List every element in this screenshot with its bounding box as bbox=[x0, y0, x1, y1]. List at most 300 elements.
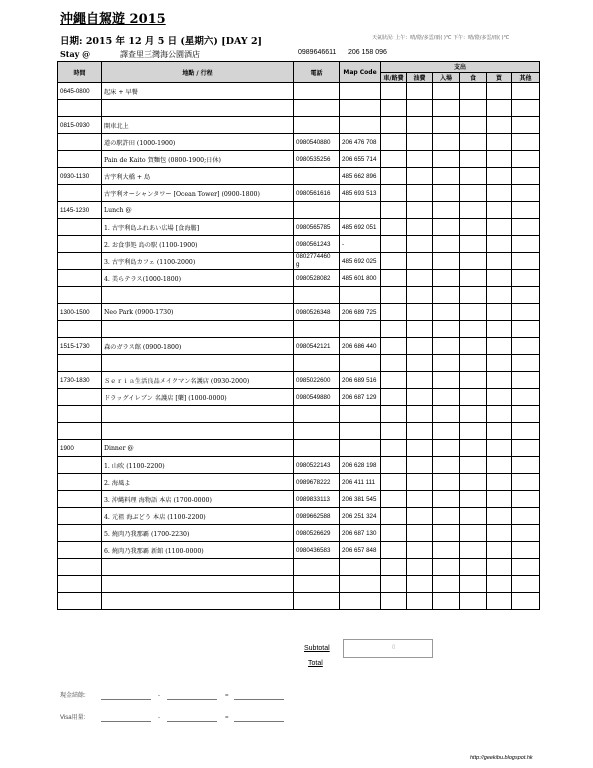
map-code-cell: 485 693 513 bbox=[340, 185, 381, 202]
expense-admission-cell[interactable] bbox=[433, 440, 460, 457]
expense-car-cell[interactable] bbox=[381, 219, 407, 236]
expense-fuel-cell[interactable] bbox=[407, 287, 433, 304]
expense-admission-cell[interactable] bbox=[433, 593, 460, 610]
expense-other-cell[interactable] bbox=[512, 168, 540, 185]
phone-cell bbox=[294, 83, 340, 100]
expense-food-cell[interactable] bbox=[460, 253, 487, 270]
cash-field-3[interactable] bbox=[234, 699, 284, 700]
expense-car-cell[interactable] bbox=[381, 593, 407, 610]
expense-food-cell[interactable] bbox=[460, 355, 487, 372]
expense-shopping-cell[interactable] bbox=[487, 185, 512, 202]
visa-field-3[interactable] bbox=[234, 721, 284, 722]
expense-food-cell[interactable] bbox=[460, 559, 487, 576]
time-cell bbox=[58, 185, 102, 202]
expense-shopping-cell[interactable] bbox=[487, 236, 512, 253]
table-row bbox=[58, 406, 540, 423]
expense-other-cell[interactable] bbox=[512, 491, 540, 508]
expense-other-cell[interactable] bbox=[512, 593, 540, 610]
expense-admission-cell[interactable] bbox=[433, 423, 460, 440]
expense-car-cell[interactable] bbox=[381, 236, 407, 253]
expense-food-cell[interactable] bbox=[460, 185, 487, 202]
expense-fuel-cell[interactable] bbox=[407, 100, 433, 117]
time-cell: 1515-1730 bbox=[58, 338, 102, 355]
expense-admission-cell[interactable] bbox=[433, 491, 460, 508]
phone-cell: 0980436583 bbox=[294, 542, 340, 559]
time-cell bbox=[58, 559, 102, 576]
expense-fuel-cell[interactable] bbox=[407, 338, 433, 355]
expense-shopping-cell[interactable] bbox=[487, 440, 512, 457]
phone-cell bbox=[294, 576, 340, 593]
expense-food-cell[interactable] bbox=[460, 491, 487, 508]
expense-food-cell[interactable] bbox=[460, 508, 487, 525]
expense-fuel-cell[interactable] bbox=[407, 117, 433, 134]
expense-car-cell[interactable] bbox=[381, 202, 407, 219]
expense-food-cell[interactable] bbox=[460, 100, 487, 117]
place-cell: Ｓｅｒｉａ生活良品メイクマン名護店 (0930-2000) bbox=[102, 372, 294, 389]
phone-cell: 0980549880 bbox=[294, 389, 340, 406]
cash-field-1[interactable] bbox=[101, 699, 151, 700]
col-place: 地點 / 行程 bbox=[102, 62, 294, 83]
expense-admission-cell[interactable] bbox=[433, 83, 460, 100]
expense-food-cell[interactable] bbox=[460, 168, 487, 185]
expense-car-cell[interactable] bbox=[381, 168, 407, 185]
map-code-cell: 206 687 130 bbox=[340, 525, 381, 542]
time-cell bbox=[58, 406, 102, 423]
expense-other-cell[interactable] bbox=[512, 151, 540, 168]
expense-car-cell[interactable] bbox=[381, 474, 407, 491]
expense-food-cell[interactable] bbox=[460, 134, 487, 151]
expense-other-cell[interactable] bbox=[512, 423, 540, 440]
place-cell bbox=[102, 355, 294, 372]
expense-car-cell[interactable] bbox=[381, 525, 407, 542]
expense-fuel-cell[interactable] bbox=[407, 525, 433, 542]
place-cell bbox=[102, 406, 294, 423]
expense-shopping-cell[interactable] bbox=[487, 491, 512, 508]
expense-admission-cell[interactable] bbox=[433, 355, 460, 372]
phone-cell: 0802774460 g bbox=[294, 253, 340, 270]
expense-shopping-cell[interactable] bbox=[487, 219, 512, 236]
phone-cell: 0980522143 bbox=[294, 457, 340, 474]
expense-other-cell[interactable] bbox=[512, 100, 540, 117]
expense-food-cell[interactable] bbox=[460, 287, 487, 304]
time-cell bbox=[58, 134, 102, 151]
expense-admission-cell[interactable] bbox=[433, 219, 460, 236]
map-code-cell: 206 655 714 bbox=[340, 151, 381, 168]
visa-field-1[interactable] bbox=[101, 721, 151, 722]
expense-shopping-cell[interactable] bbox=[487, 338, 512, 355]
table-row bbox=[58, 236, 540, 253]
place-cell: 道の駅許田 (1000-1900) bbox=[102, 134, 294, 151]
col-phone: 電話 bbox=[294, 62, 340, 83]
expense-fuel-cell[interactable] bbox=[407, 389, 433, 406]
expense-admission-cell[interactable] bbox=[433, 253, 460, 270]
place-cell: 3. 古宇利島カフェ (1100-2000) bbox=[102, 253, 294, 270]
col-other: 其他 bbox=[512, 72, 540, 83]
expense-food-cell[interactable] bbox=[460, 423, 487, 440]
expense-admission-cell[interactable] bbox=[433, 321, 460, 338]
schedule-table bbox=[57, 61, 540, 610]
place-cell bbox=[102, 423, 294, 440]
expense-car-cell[interactable] bbox=[381, 423, 407, 440]
expense-fuel-cell[interactable] bbox=[407, 491, 433, 508]
map-code-cell bbox=[340, 355, 381, 372]
expense-admission-cell[interactable] bbox=[433, 287, 460, 304]
expense-car-cell[interactable] bbox=[381, 151, 407, 168]
expense-fuel-cell[interactable] bbox=[407, 576, 433, 593]
phone-cell: 0980565785 bbox=[294, 219, 340, 236]
expense-admission-cell[interactable] bbox=[433, 338, 460, 355]
expense-other-cell[interactable] bbox=[512, 270, 540, 287]
expense-other-cell[interactable] bbox=[512, 355, 540, 372]
expense-car-cell[interactable] bbox=[381, 542, 407, 559]
expense-other-cell[interactable] bbox=[512, 372, 540, 389]
time-cell: 1300-1500 bbox=[58, 304, 102, 321]
expense-car-cell[interactable] bbox=[381, 117, 407, 134]
expense-shopping-cell[interactable] bbox=[487, 457, 512, 474]
expense-food-cell[interactable] bbox=[460, 474, 487, 491]
expense-admission-cell[interactable] bbox=[433, 236, 460, 253]
expense-admission-cell[interactable] bbox=[433, 474, 460, 491]
expense-shopping-cell[interactable] bbox=[487, 270, 512, 287]
expense-food-cell[interactable] bbox=[460, 542, 487, 559]
time-cell bbox=[58, 576, 102, 593]
expense-shopping-cell[interactable] bbox=[487, 83, 512, 100]
expense-shopping-cell[interactable] bbox=[487, 117, 512, 134]
expense-admission-cell[interactable] bbox=[433, 304, 460, 321]
expense-food-cell[interactable] bbox=[460, 151, 487, 168]
expense-fuel-cell[interactable] bbox=[407, 559, 433, 576]
visa-field-2[interactable] bbox=[167, 721, 217, 722]
place-cell: 2. 海風よ bbox=[102, 474, 294, 491]
expense-car-cell[interactable] bbox=[381, 457, 407, 474]
expense-shopping-cell[interactable] bbox=[487, 287, 512, 304]
cash-equals: = bbox=[225, 693, 229, 699]
expense-fuel-cell[interactable] bbox=[407, 185, 433, 202]
phone-cell bbox=[294, 117, 340, 134]
place-cell: 4. 元祖 海ぶどう 本店 (1100-2200) bbox=[102, 508, 294, 525]
expense-admission-cell[interactable] bbox=[433, 389, 460, 406]
expense-fuel-cell[interactable] bbox=[407, 151, 433, 168]
phone-cell: 0980535256 bbox=[294, 151, 340, 168]
expense-other-cell[interactable] bbox=[512, 83, 540, 100]
place-cell: Neo Park (0900-1730) bbox=[102, 304, 294, 321]
page-title: 沖繩自駕遊 2015 bbox=[60, 12, 166, 27]
expense-fuel-cell[interactable] bbox=[407, 253, 433, 270]
expense-admission-cell[interactable] bbox=[433, 185, 460, 202]
expense-shopping-cell[interactable] bbox=[487, 372, 512, 389]
table-row bbox=[58, 372, 540, 389]
time-cell: 0930-1130 bbox=[58, 168, 102, 185]
expense-car-cell[interactable] bbox=[381, 185, 407, 202]
expense-other-cell[interactable] bbox=[512, 576, 540, 593]
expense-admission-cell[interactable] bbox=[433, 134, 460, 151]
phone-cell: 0985022600 bbox=[294, 372, 340, 389]
subtotal-label: Subtotal bbox=[304, 645, 330, 652]
expense-other-cell[interactable] bbox=[512, 440, 540, 457]
expense-food-cell[interactable] bbox=[460, 304, 487, 321]
time-cell: 0815-0930 bbox=[58, 117, 102, 134]
expense-fuel-cell[interactable] bbox=[407, 440, 433, 457]
expense-admission-cell[interactable] bbox=[433, 117, 460, 134]
expense-car-cell[interactable] bbox=[381, 389, 407, 406]
expense-food-cell[interactable] bbox=[460, 440, 487, 457]
col-time: 時間 bbox=[58, 62, 102, 83]
time-cell bbox=[58, 151, 102, 168]
cash-balance-label: 現金結餘: bbox=[60, 693, 86, 699]
time-cell bbox=[58, 474, 102, 491]
map-code-cell: 206 411 111 bbox=[340, 474, 381, 491]
phone-cell bbox=[294, 287, 340, 304]
place-cell: Lunch @ bbox=[102, 202, 294, 219]
expense-fuel-cell[interactable] bbox=[407, 168, 433, 185]
expense-other-cell[interactable] bbox=[512, 219, 540, 236]
expense-other-cell[interactable] bbox=[512, 457, 540, 474]
expense-car-cell[interactable] bbox=[381, 321, 407, 338]
col-shopping: 買 bbox=[487, 72, 512, 83]
expense-fuel-cell[interactable] bbox=[407, 474, 433, 491]
expense-other-cell[interactable] bbox=[512, 287, 540, 304]
expense-food-cell[interactable] bbox=[460, 270, 487, 287]
expense-shopping-cell[interactable] bbox=[487, 253, 512, 270]
time-cell: 1145-1230 bbox=[58, 202, 102, 219]
expense-car-cell[interactable] bbox=[381, 355, 407, 372]
map-code-cell bbox=[340, 83, 381, 100]
table-row bbox=[58, 508, 540, 525]
phone-cell bbox=[294, 406, 340, 423]
expense-food-cell[interactable] bbox=[460, 372, 487, 389]
expense-other-cell[interactable] bbox=[512, 474, 540, 491]
expense-admission-cell[interactable] bbox=[433, 202, 460, 219]
expense-car-cell[interactable] bbox=[381, 270, 407, 287]
expense-fuel-cell[interactable] bbox=[407, 593, 433, 610]
place-cell bbox=[102, 287, 294, 304]
expense-car-cell[interactable] bbox=[381, 508, 407, 525]
stay-row bbox=[60, 49, 540, 59]
expense-fuel-cell[interactable] bbox=[407, 423, 433, 440]
expense-shopping-cell[interactable] bbox=[487, 202, 512, 219]
expense-car-cell[interactable] bbox=[381, 559, 407, 576]
cash-field-2[interactable] bbox=[167, 699, 217, 700]
expense-shopping-cell[interactable] bbox=[487, 508, 512, 525]
expense-admission-cell[interactable] bbox=[433, 406, 460, 423]
expense-admission-cell[interactable] bbox=[433, 270, 460, 287]
table-row bbox=[58, 338, 540, 355]
phone-cell: 0989833113 bbox=[294, 491, 340, 508]
place-cell bbox=[102, 593, 294, 610]
expense-car-cell[interactable] bbox=[381, 491, 407, 508]
expense-car-cell[interactable] bbox=[381, 287, 407, 304]
place-cell: 3. 沖縄料理 海物語 本店 (1700-0000) bbox=[102, 491, 294, 508]
expense-other-cell[interactable] bbox=[512, 185, 540, 202]
expense-shopping-cell[interactable] bbox=[487, 525, 512, 542]
table-row bbox=[58, 100, 540, 117]
expense-car-cell[interactable] bbox=[381, 440, 407, 457]
phone-cell bbox=[294, 168, 340, 185]
place-cell: 森のガラス館 (0900-1800) bbox=[102, 338, 294, 355]
visa-usage-label: Visa用量: bbox=[60, 715, 86, 721]
expense-food-cell[interactable] bbox=[460, 389, 487, 406]
expense-shopping-cell[interactable] bbox=[487, 168, 512, 185]
stay-phone: 0989646611 bbox=[298, 49, 337, 56]
expense-other-cell[interactable] bbox=[512, 117, 540, 134]
map-code-cell: 206 251 324 bbox=[340, 508, 381, 525]
map-code-cell: 206 687 129 bbox=[340, 389, 381, 406]
expense-other-cell[interactable] bbox=[512, 389, 540, 406]
expense-other-cell[interactable] bbox=[512, 525, 540, 542]
expense-fuel-cell[interactable] bbox=[407, 83, 433, 100]
time-cell: 0645-0800 bbox=[58, 83, 102, 100]
map-code-cell bbox=[340, 117, 381, 134]
expense-car-cell[interactable] bbox=[381, 338, 407, 355]
expense-fuel-cell[interactable] bbox=[407, 508, 433, 525]
expense-other-cell[interactable] bbox=[512, 321, 540, 338]
expense-other-cell[interactable] bbox=[512, 559, 540, 576]
expense-shopping-cell[interactable] bbox=[487, 151, 512, 168]
place-cell bbox=[102, 559, 294, 576]
expense-food-cell[interactable] bbox=[460, 117, 487, 134]
expense-fuel-cell[interactable] bbox=[407, 304, 433, 321]
expense-other-cell[interactable] bbox=[512, 253, 540, 270]
table-row bbox=[58, 185, 540, 202]
expense-admission-cell[interactable] bbox=[433, 457, 460, 474]
expense-other-cell[interactable] bbox=[512, 508, 540, 525]
stay-label: Stay @ bbox=[60, 49, 91, 59]
expense-admission-cell[interactable] bbox=[433, 151, 460, 168]
expense-fuel-cell[interactable] bbox=[407, 219, 433, 236]
col-fuel: 油費 bbox=[407, 72, 433, 83]
expense-shopping-cell[interactable] bbox=[487, 355, 512, 372]
expense-shopping-cell[interactable] bbox=[487, 304, 512, 321]
map-code-cell bbox=[340, 100, 381, 117]
expense-admission-cell[interactable] bbox=[433, 508, 460, 525]
place-cell: Dinner @ bbox=[102, 440, 294, 457]
visa-minus: - bbox=[158, 715, 160, 721]
place-cell: 1. 山吹 (1100-2200) bbox=[102, 457, 294, 474]
table-row bbox=[58, 542, 540, 559]
expense-shopping-cell[interactable] bbox=[487, 321, 512, 338]
map-code-cell: 485 601 800 bbox=[340, 270, 381, 287]
expense-shopping-cell[interactable] bbox=[487, 406, 512, 423]
expense-car-cell[interactable] bbox=[381, 372, 407, 389]
expense-fuel-cell[interactable] bbox=[407, 202, 433, 219]
expense-other-cell[interactable] bbox=[512, 542, 540, 559]
map-code-cell: 485 692 025 bbox=[340, 253, 381, 270]
expense-shopping-cell[interactable] bbox=[487, 134, 512, 151]
expense-food-cell[interactable] bbox=[460, 338, 487, 355]
map-code-cell: 206 657 848 bbox=[340, 542, 381, 559]
expense-food-cell[interactable] bbox=[460, 525, 487, 542]
expense-shopping-cell[interactable] bbox=[487, 542, 512, 559]
expense-fuel-cell[interactable] bbox=[407, 542, 433, 559]
expense-other-cell[interactable] bbox=[512, 338, 540, 355]
expense-fuel-cell[interactable] bbox=[407, 321, 433, 338]
phone-cell bbox=[294, 423, 340, 440]
expense-other-cell[interactable] bbox=[512, 236, 540, 253]
expense-admission-cell[interactable] bbox=[433, 559, 460, 576]
expense-fuel-cell[interactable] bbox=[407, 270, 433, 287]
map-code-cell bbox=[340, 423, 381, 440]
place-cell bbox=[102, 576, 294, 593]
expense-food-cell[interactable] bbox=[460, 219, 487, 236]
map-code-cell: 206 381 545 bbox=[340, 491, 381, 508]
time-cell bbox=[58, 457, 102, 474]
expense-car-cell[interactable] bbox=[381, 83, 407, 100]
place-cell: 1. 古宇利島ふれあい広場 [食海膽] bbox=[102, 219, 294, 236]
expense-admission-cell[interactable] bbox=[433, 542, 460, 559]
expense-food-cell[interactable] bbox=[460, 457, 487, 474]
expense-admission-cell[interactable] bbox=[433, 576, 460, 593]
expense-car-cell[interactable] bbox=[381, 576, 407, 593]
expense-other-cell[interactable] bbox=[512, 134, 540, 151]
footer-url: http://geekibu.blogspot.hk bbox=[470, 755, 533, 761]
expense-food-cell[interactable] bbox=[460, 593, 487, 610]
expense-fuel-cell[interactable] bbox=[407, 134, 433, 151]
stay-hotel: 譯查里三灣海公園酒店 bbox=[120, 50, 200, 59]
map-code-cell: 206 476 708 bbox=[340, 134, 381, 151]
expense-car-cell[interactable] bbox=[381, 304, 407, 321]
place-cell bbox=[102, 321, 294, 338]
expense-fuel-cell[interactable] bbox=[407, 355, 433, 372]
time-cell bbox=[58, 287, 102, 304]
expense-other-cell[interactable] bbox=[512, 202, 540, 219]
map-code-cell bbox=[340, 440, 381, 457]
map-code-cell bbox=[340, 593, 381, 610]
place-cell: 古宇利大橋 + 島 bbox=[102, 168, 294, 185]
expense-fuel-cell[interactable] bbox=[407, 457, 433, 474]
table-row bbox=[58, 270, 540, 287]
cash-minus: - bbox=[158, 693, 160, 699]
expense-food-cell[interactable] bbox=[460, 321, 487, 338]
expense-fuel-cell[interactable] bbox=[407, 236, 433, 253]
table-row bbox=[58, 287, 540, 304]
expense-car-cell[interactable] bbox=[381, 253, 407, 270]
expense-admission-cell[interactable] bbox=[433, 100, 460, 117]
visa-equals: = bbox=[225, 715, 229, 721]
expense-fuel-cell[interactable] bbox=[407, 372, 433, 389]
expense-admission-cell[interactable] bbox=[433, 525, 460, 542]
table-row bbox=[58, 83, 540, 100]
time-cell: 1900 bbox=[58, 440, 102, 457]
expense-shopping-cell[interactable] bbox=[487, 423, 512, 440]
expense-food-cell[interactable] bbox=[460, 202, 487, 219]
date-line: 日期: 2015 年 12 月 5 日 (星期六) [DAY 2] bbox=[60, 36, 263, 47]
expense-fuel-cell[interactable] bbox=[407, 406, 433, 423]
expense-shopping-cell[interactable] bbox=[487, 576, 512, 593]
expense-shopping-cell[interactable] bbox=[487, 559, 512, 576]
expense-food-cell[interactable] bbox=[460, 576, 487, 593]
expense-admission-cell[interactable] bbox=[433, 372, 460, 389]
expense-other-cell[interactable] bbox=[512, 304, 540, 321]
table-row bbox=[58, 117, 540, 134]
expense-food-cell[interactable] bbox=[460, 236, 487, 253]
time-cell bbox=[58, 593, 102, 610]
expense-other-cell[interactable] bbox=[512, 406, 540, 423]
place-cell: 古宇利オーシャンタワー [Ocean Tower] (0900-1800) bbox=[102, 185, 294, 202]
table-row bbox=[58, 457, 540, 474]
expense-food-cell[interactable] bbox=[460, 83, 487, 100]
expense-admission-cell[interactable] bbox=[433, 168, 460, 185]
expense-car-cell[interactable] bbox=[381, 406, 407, 423]
table-row bbox=[58, 151, 540, 168]
table-row bbox=[58, 491, 540, 508]
expense-car-cell[interactable] bbox=[381, 100, 407, 117]
expense-food-cell[interactable] bbox=[460, 406, 487, 423]
expense-shopping-cell[interactable] bbox=[487, 389, 512, 406]
expense-shopping-cell[interactable] bbox=[487, 593, 512, 610]
expense-car-cell[interactable] bbox=[381, 134, 407, 151]
expense-shopping-cell[interactable] bbox=[487, 474, 512, 491]
expense-shopping-cell[interactable] bbox=[487, 100, 512, 117]
